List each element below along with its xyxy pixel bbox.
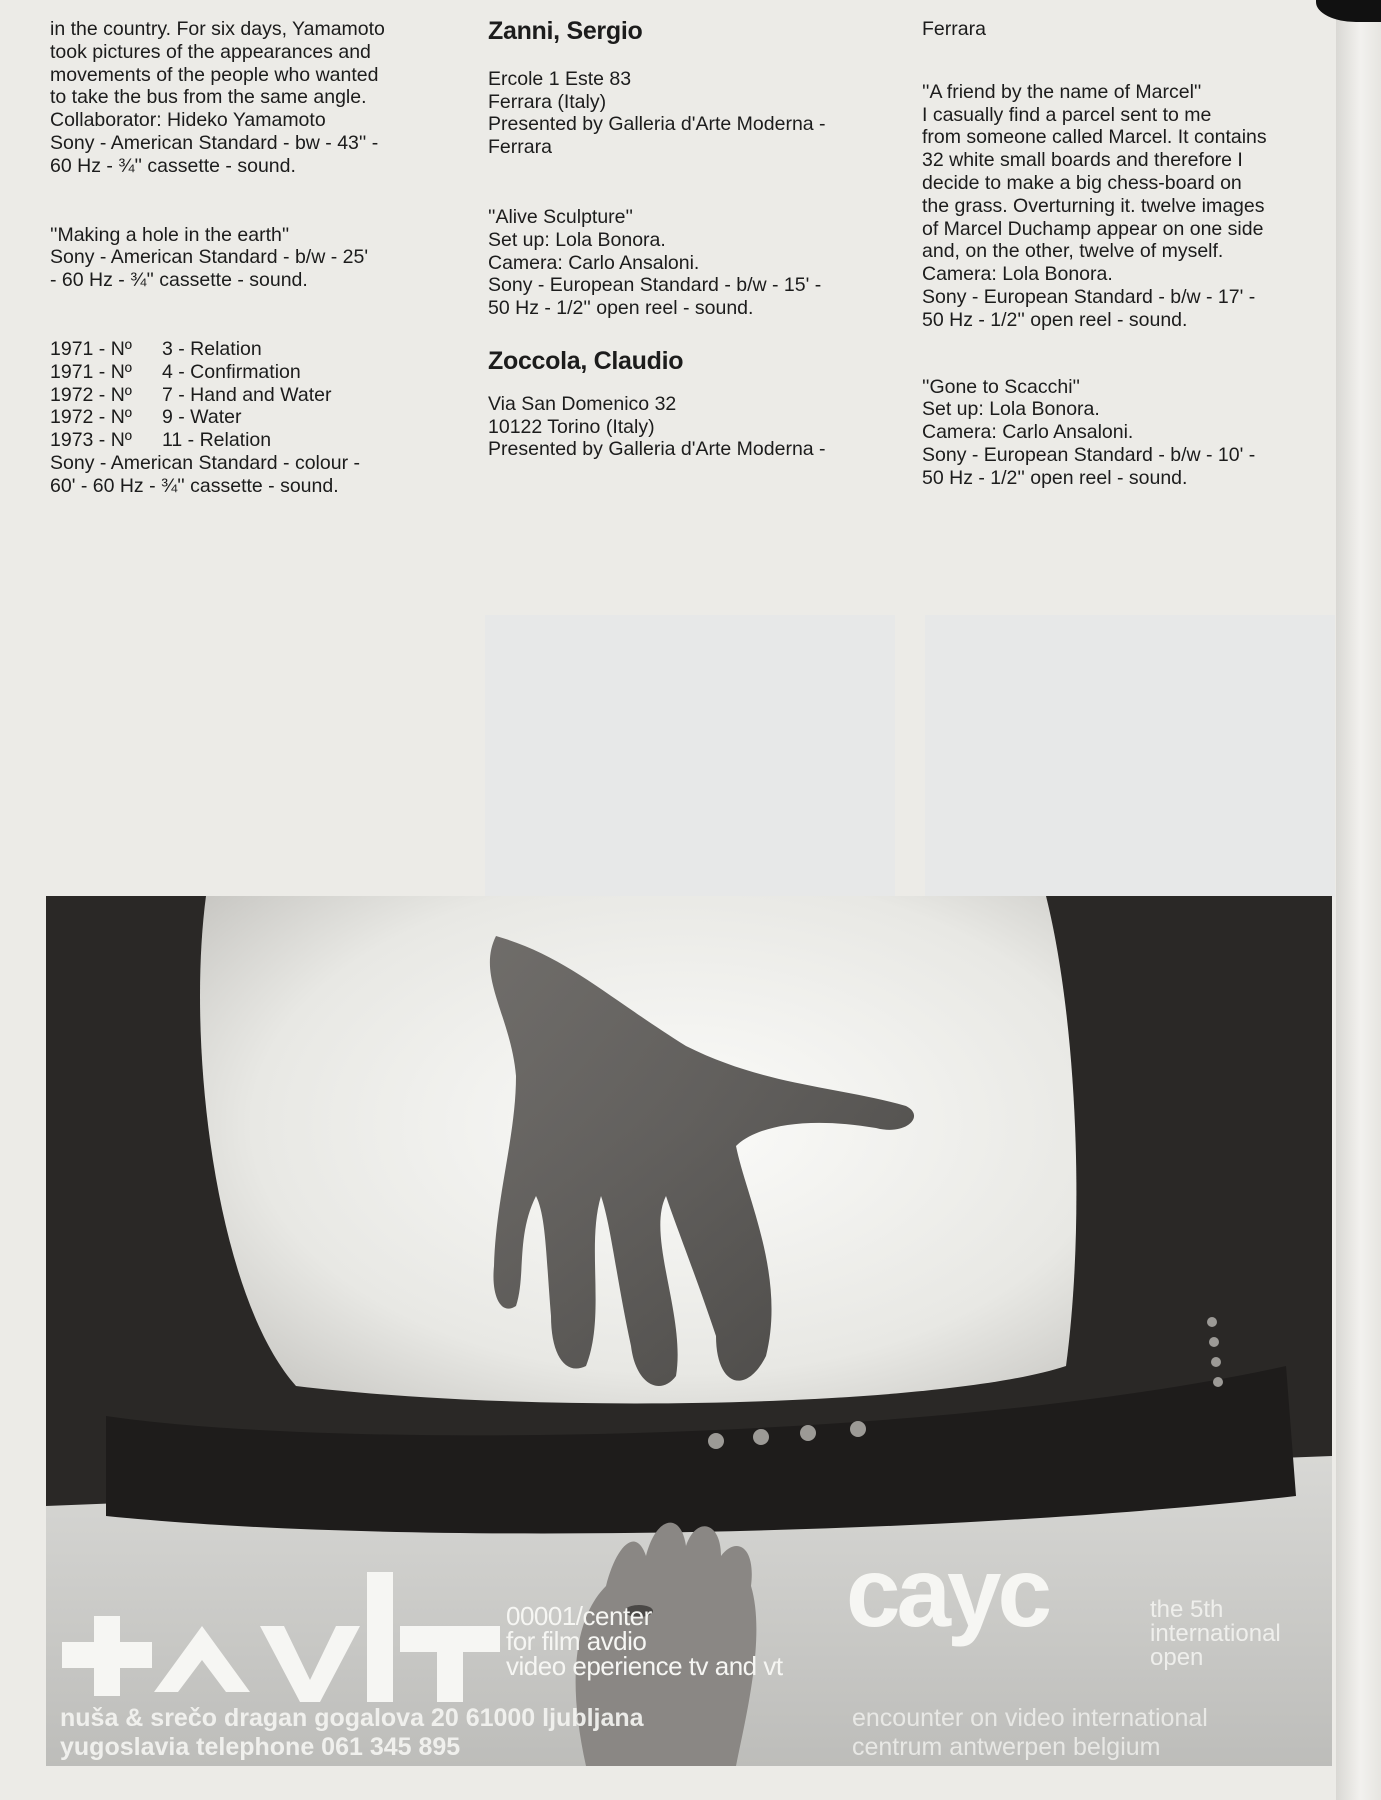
text-line: Collaborator: Hideko Yamamoto [50, 109, 326, 132]
cayc-address [852, 1704, 1208, 1762]
text-line: movements of the people who wanted [50, 63, 379, 86]
cayc-subtitle [1150, 1598, 1281, 1670]
text-line: ''Making a hole in the earth'' [50, 223, 290, 246]
text-line: ''Alive Sculpture'' [488, 205, 633, 228]
text-line: for film avdio [506, 1626, 647, 1656]
show-through-block [925, 615, 1335, 897]
list-item [50, 361, 450, 384]
text-line: ''A friend by the name of Marcel'' [922, 80, 1202, 103]
work-title: 11 - Relation [162, 429, 272, 452]
text-line: to take the bus from the same angle. [50, 86, 367, 109]
text-line: decide to make a big chess-board on [922, 171, 1242, 194]
paragraph-hole [50, 224, 450, 292]
text-line: 50 Hz - 1/2'' open reel - sound. [922, 466, 1188, 489]
text-line: 00001/center [506, 1601, 652, 1631]
text-line: Ferrara [922, 18, 986, 40]
text-line: encounter on video international [852, 1704, 1208, 1732]
text-line: Presented by Galleria d'Arte Moderna - [488, 438, 826, 461]
text-line: open [1150, 1644, 1204, 1671]
work-number: 1973 - Nº [50, 429, 132, 452]
text-line: Set up: Lola Bonora. [488, 228, 666, 251]
text-line: Sony - American Standard - bw - 43'' - [50, 131, 379, 154]
artist-name-zanni: Zanni, Sergio [488, 17, 643, 45]
text-line: from someone called Marcel. It contains [922, 126, 1267, 149]
address-zoccola [488, 393, 908, 461]
text-line: of Marcel Duchamp appear on one side [922, 217, 1264, 240]
text-line: Camera: Carlo Ansaloni. [922, 421, 1134, 444]
text-line: international [1150, 1620, 1281, 1647]
advert-photo [46, 896, 1332, 1766]
address-zanni [488, 68, 908, 159]
work-title: 3 - Relation [162, 337, 262, 360]
tavit-subtitle [506, 1601, 783, 1681]
list-item [50, 338, 450, 361]
work-alive-sculpture [488, 206, 908, 320]
work-number: 1971 - Nº [50, 360, 132, 383]
work-title: 4 - Confirmation [162, 360, 301, 383]
text-line: nuša & srečo dragan gogalova 20 61000 ljubljana [60, 1704, 644, 1732]
text-line: 50 Hz - 1/2'' open reel - sound. [488, 297, 754, 320]
paragraph-yamamoto [50, 18, 450, 178]
text-line: and, on the other, twelve of myself. [922, 240, 1224, 263]
text-line: Sony - American Standard - b/w - 25' [50, 246, 369, 269]
column-middle [488, 18, 908, 461]
text-line: I casually find a parcel sent to me [922, 103, 1212, 126]
tavit-address [60, 1704, 644, 1762]
text-line: centrum antwerpen belgium [852, 1733, 1161, 1761]
text-line: in the country. For six days, Yamamoto [50, 18, 385, 40]
page-edge [1336, 0, 1381, 1800]
work-number: 1972 - Nº [50, 383, 132, 406]
column-right [922, 18, 1322, 490]
text-line: Camera: Lola Bonora. [922, 263, 1113, 286]
text-line: Sony - European Standard - b/w - 15' - [488, 274, 822, 297]
text-line: 60 Hz - ¾'' cassette - sound. [50, 154, 296, 177]
text-line: 10122 Torino (Italy) [488, 415, 655, 438]
text-line: the 5th [1150, 1596, 1224, 1623]
text-line: ''Gone to Scacchi'' [922, 375, 1080, 398]
text-line: took pictures of the appearances and [50, 40, 371, 63]
text-line: 50 Hz - 1/2'' open reel - sound. [922, 308, 1188, 331]
show-through-block [485, 615, 895, 897]
text-line: the grass. Overturning it. twelve images [922, 194, 1265, 217]
text-line: Ferrara [488, 136, 552, 159]
text-line: video eperience tv and vt [506, 1651, 783, 1681]
works-list [50, 338, 450, 498]
list-item [50, 384, 450, 407]
work-title: 9 - Water [162, 406, 242, 429]
work-friend-marcel [922, 81, 1322, 332]
work-number: 1972 - Nº [50, 406, 132, 429]
tavit-logo [62, 1562, 502, 1712]
column-left [50, 18, 450, 498]
cayc-logo: cayc [846, 1537, 1049, 1647]
artist-name-zoccola: Zoccola, Claudio [488, 346, 684, 375]
text-line: Set up: Lola Bonora. [922, 398, 1100, 421]
list-item [50, 406, 450, 429]
text-line: Sony - European Standard - b/w - 10' - [922, 443, 1256, 466]
work-title: 7 - Hand and Water [162, 383, 332, 406]
text-line: Camera: Carlo Ansaloni. [488, 251, 700, 274]
text-line: 32 white small boards and therefore I [922, 149, 1243, 172]
text-line: Sony - European Standard - b/w - 17' - [922, 285, 1256, 308]
text-line: Ferrara (Italy) [488, 90, 607, 113]
text-line: Ercole 1 Este 83 [488, 67, 632, 90]
work-number: 1971 - Nº [50, 337, 132, 360]
text-line: yugoslavia telephone 061 345 895 [60, 1733, 461, 1761]
text-line: Via San Domenico 32 [488, 392, 677, 415]
text-line: 60' - 60 Hz - ¾'' cassette - sound. [50, 474, 339, 497]
text-line: Sony - American Standard - colour - [50, 451, 360, 474]
work-gone-to-scacchi [922, 376, 1322, 490]
list-item [50, 429, 450, 452]
text-line: Presented by Galleria d'Arte Moderna - [488, 113, 826, 136]
page-corner-shadow [1316, 0, 1381, 22]
text-line: - 60 Hz - ¾'' cassette - sound. [50, 269, 308, 292]
